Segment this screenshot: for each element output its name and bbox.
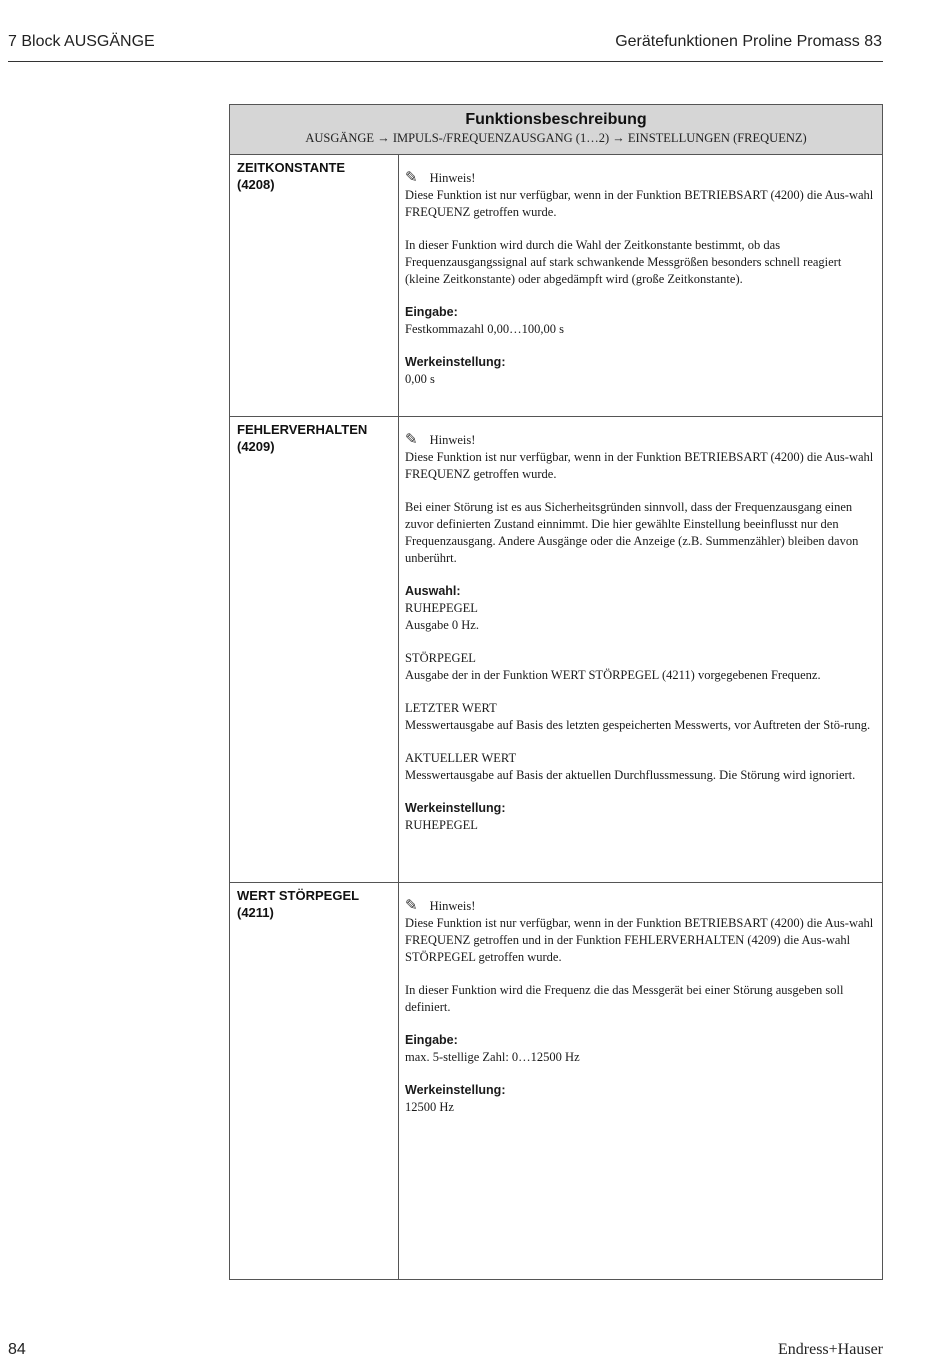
brand-logo-text: Endress+Hauser <box>778 1341 883 1358</box>
option-name: LETZTER WERT <box>405 701 497 715</box>
note-text: Diese Funktion ist nur verfügbar, wenn in der Funktion BETRIEBSART (4200) die Aus-wahl FREQUENZ getroffen wurde. <box>405 450 874 481</box>
column-divider <box>398 882 399 1279</box>
function-name-label: ZEITKONSTANTE <box>237 160 346 175</box>
option-text: Ausgabe der in der Funktion WERT STÖRPEGEL (4211) vorgegebenen Frequenz. <box>405 668 821 682</box>
column-divider <box>398 416 399 882</box>
function-name-label: WERT STÖRPEGEL <box>237 888 360 903</box>
option-text: Ausgabe 0 Hz. <box>405 618 479 632</box>
menu-path: AUSGÄNGE → IMPULS-/FREQUENZAUSGANG (1…2) → EINSTELLUNGEN (FREQUENZ) <box>305 131 807 145</box>
default-value: 0,00 s <box>405 372 435 386</box>
default-label: Werkeinstellung: <box>405 801 506 815</box>
option-name: STÖRPEGEL <box>405 651 476 665</box>
selection-label: Auswahl: <box>405 584 461 598</box>
function-name <box>237 421 392 455</box>
function-description <box>405 898 879 1132</box>
table-row <box>230 154 882 417</box>
input-label: Eingabe: <box>405 1033 458 1047</box>
default-label: Werkeinstellung: <box>405 355 506 369</box>
description-text: Bei einer Störung ist es aus Sicherheitsgründen sinnvoll, dass der Frequenzausgang einen zuvor definierten Zustand einnimmt. Die hier gewählte Einstellung beeinflusst nur den Frequenzausgang. Andere Ausgänge oder die Anzeige (z.B. Summenzähler) bleiben davon unberührt. <box>405 500 859 565</box>
function-name <box>237 159 392 193</box>
function-code: (4208) <box>237 177 275 192</box>
page-number: 84 <box>8 1341 26 1358</box>
default-value: RUHEPEGEL <box>405 818 478 832</box>
document-title: Gerätefunktionen Proline Promass 83 <box>615 33 882 50</box>
option-name: AKTUELLER WERT <box>405 751 517 765</box>
table-title: Funktionsbeschreibung <box>465 111 647 128</box>
function-description <box>405 432 879 850</box>
note-label: Hinweis! <box>429 433 476 447</box>
option-text: Messwertausgabe auf Basis des letzten gespeicherten Messwerts, vor Auftreten der Stö-rung. <box>405 718 871 732</box>
option-name: RUHEPEGEL <box>405 601 478 615</box>
table-row <box>230 882 882 1279</box>
function-table <box>229 104 883 1280</box>
pencil-icon: ✎ <box>405 432 418 448</box>
description-text: In dieser Funktion wird die Frequenz die das Messgerät bei einer Störung ausgeben soll definiert. <box>405 983 844 1014</box>
function-name-label: FEHLERVERHALTEN <box>237 422 368 437</box>
function-name <box>237 887 392 921</box>
pencil-icon: ✎ <box>405 898 418 914</box>
input-value: Festkommazahl 0,00…100,00 s <box>405 322 565 336</box>
chapter-heading: 7 Block AUSGÄNGE <box>8 33 155 50</box>
note-label: Hinweis! <box>429 899 476 913</box>
function-code: (4211) <box>237 905 274 920</box>
pencil-icon: ✎ <box>405 170 418 186</box>
default-label: Werkeinstellung: <box>405 1083 506 1097</box>
default-value: 12500 Hz <box>405 1100 454 1114</box>
table-header <box>230 105 882 155</box>
input-value: max. 5-stellige Zahl: 0…12500 Hz <box>405 1050 580 1064</box>
column-divider <box>398 154 399 416</box>
note-text: Diese Funktion ist nur verfügbar, wenn in der Funktion BETRIEBSART (4200) die Aus-wahl FREQUENZ getroffen wurde. <box>405 188 874 219</box>
header-rule <box>8 61 883 62</box>
note-text: Diese Funktion ist nur verfügbar, wenn in der Funktion BETRIEBSART (4200) die Aus-wahl FREQUENZ getroffen und in der Funktion FEHLERVERHALTEN (4209) die Aus-wahl STÖRPEGEL getroffen wurde. <box>405 916 874 964</box>
option-text: Messwertausgabe auf Basis der aktuellen Durchflussmessung. Die Störung wird ignoriert. <box>405 768 856 782</box>
function-description <box>405 170 879 404</box>
note-label: Hinweis! <box>429 171 476 185</box>
table-row <box>230 416 882 883</box>
function-code: (4209) <box>237 439 275 454</box>
input-label: Eingabe: <box>405 305 458 319</box>
description-text: In dieser Funktion wird durch die Wahl der Zeitkonstante bestimmt, ob das Frequenzausgangssignal auf stark schwankende Messgrößen besonders schnell reagiert (kleine Zeitkonstante) oder abgedämpft wird (große Zeitkonstante). <box>405 238 842 286</box>
